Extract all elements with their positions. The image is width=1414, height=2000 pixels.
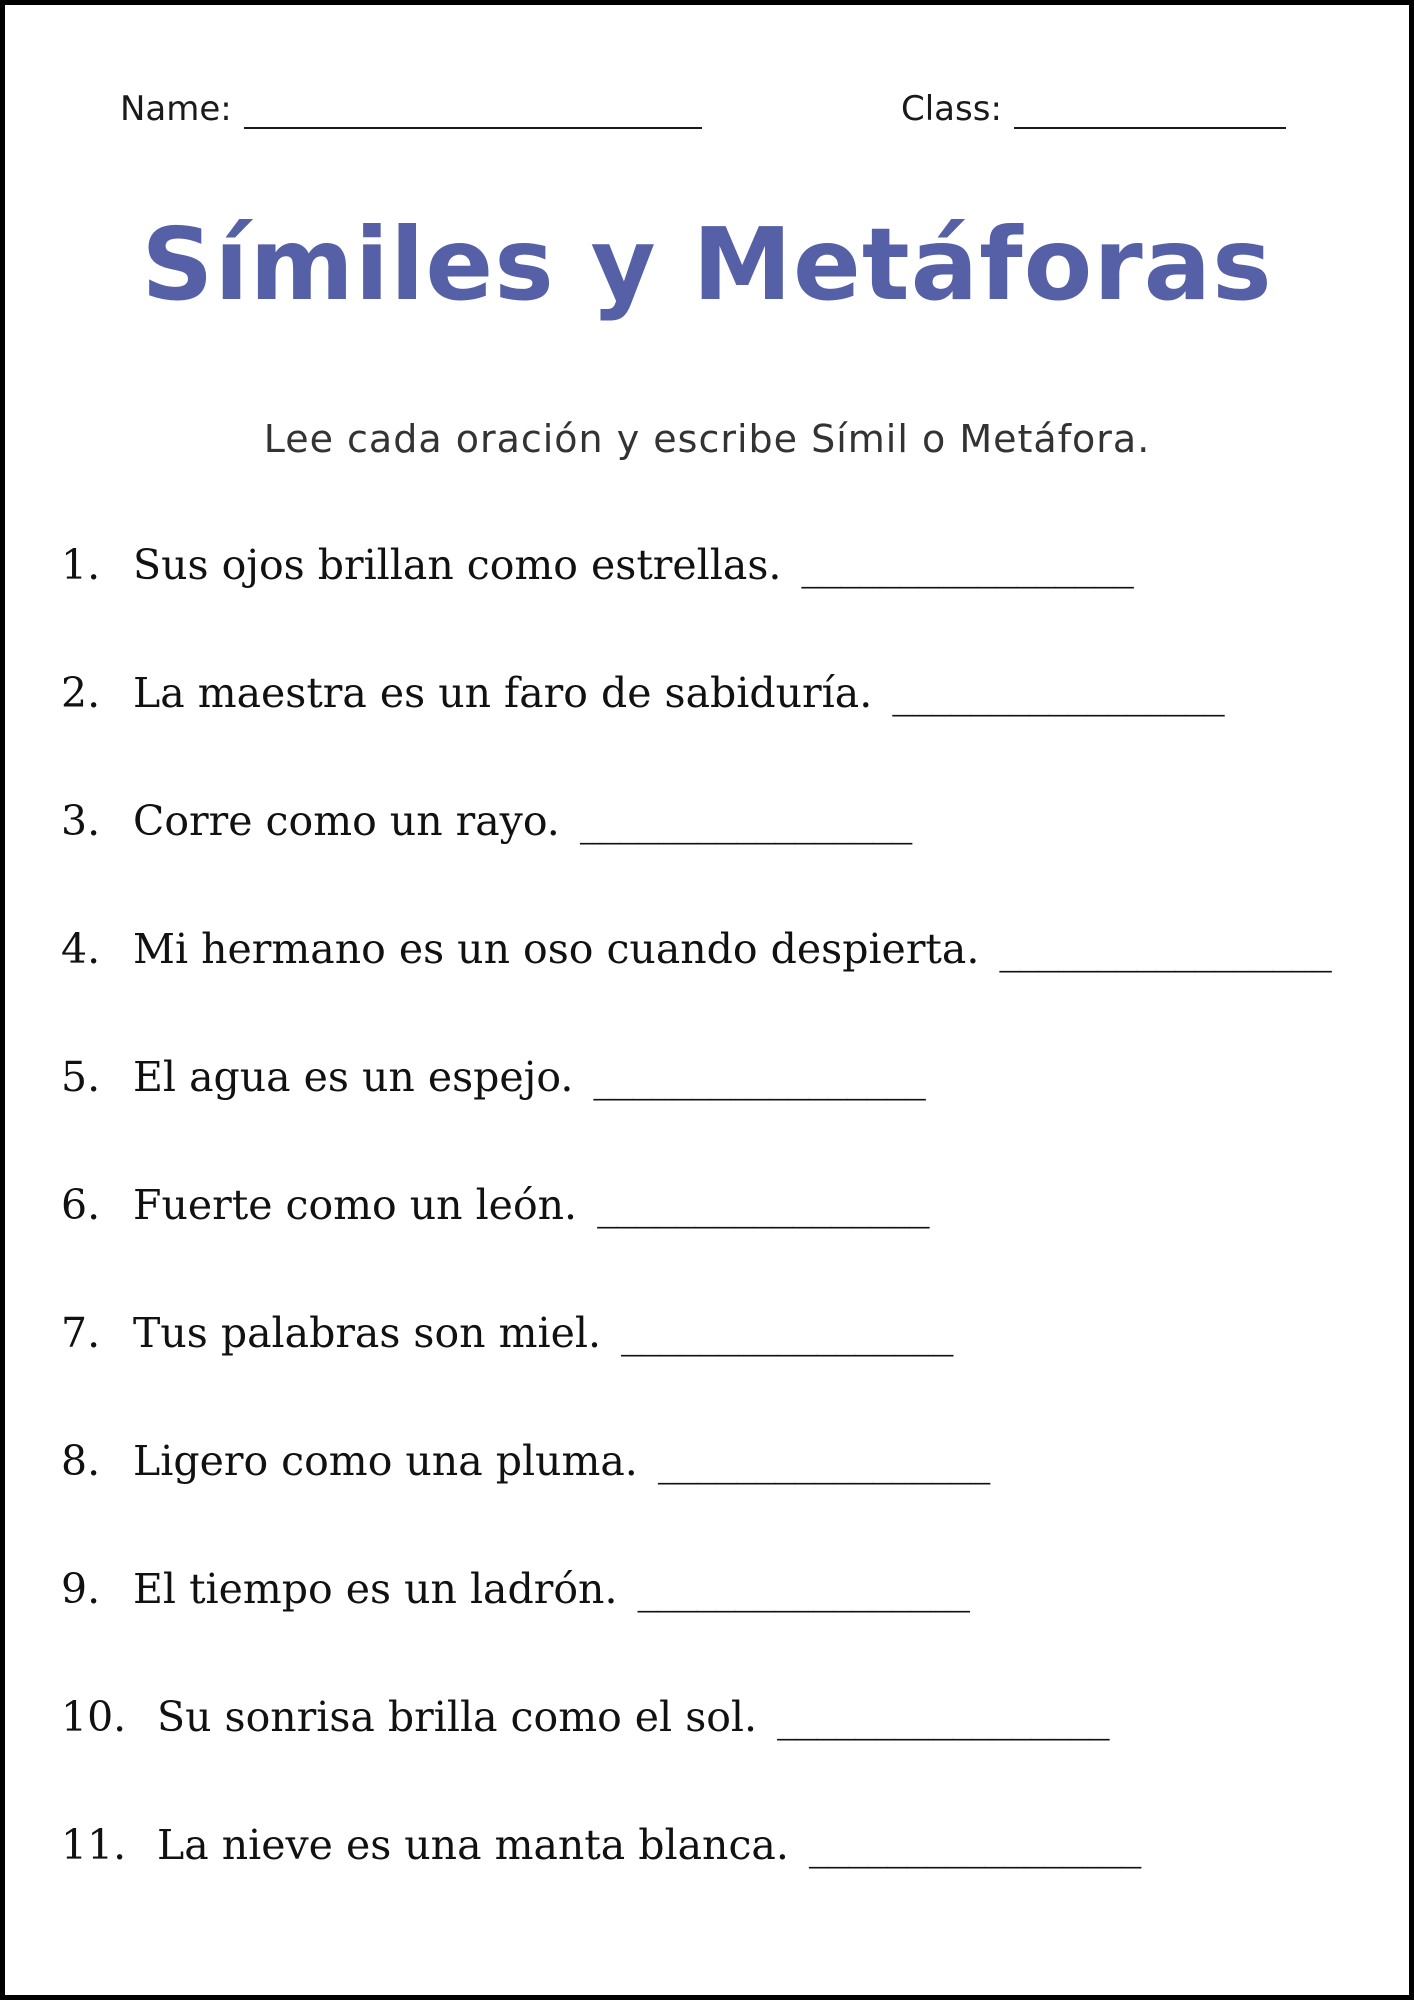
instructions: Lee cada oración y escribe Símil o Metáfora. xyxy=(263,417,1151,461)
name-label: Name: xyxy=(120,89,232,129)
question-item xyxy=(61,1565,1331,1693)
question-text: Corre como un rayo. xyxy=(133,797,560,845)
answer-blank[interactable]: _________________ xyxy=(892,669,1224,717)
question-text: Fuerte como un león. xyxy=(133,1181,578,1229)
question-number: 7. xyxy=(61,1309,101,1357)
class-label: Class: xyxy=(901,89,1002,129)
question-text: Sus ojos brillan como estrellas. xyxy=(133,541,782,589)
class-blank-line[interactable] xyxy=(1014,89,1286,129)
question-item xyxy=(61,1181,1331,1309)
question-number: 8. xyxy=(61,1437,101,1485)
answer-blank[interactable]: _________________ xyxy=(801,541,1133,589)
question-text: Su sonrisa brilla como el sol. xyxy=(157,1693,758,1741)
question-text: La nieve es una manta blanca. xyxy=(157,1821,789,1869)
class-field xyxy=(901,89,1286,129)
question-text: La maestra es un faro de sabiduría. xyxy=(133,669,873,717)
name-blank-line[interactable] xyxy=(244,89,702,129)
question-number: 9. xyxy=(61,1565,101,1613)
question-text: Ligero como una pluma. xyxy=(133,1437,638,1485)
question-item xyxy=(61,1437,1331,1565)
answer-blank[interactable]: _________________ xyxy=(593,1053,925,1101)
question-text: El agua es un espejo. xyxy=(133,1053,574,1101)
question-item xyxy=(61,1309,1331,1437)
question-text: Tus palabras son miel. xyxy=(133,1309,601,1357)
question-number: 6. xyxy=(61,1181,101,1229)
name-field xyxy=(120,89,702,129)
question-item xyxy=(61,797,1331,925)
question-item xyxy=(61,1693,1331,1821)
answer-blank[interactable]: _________________ xyxy=(999,925,1331,973)
question-item xyxy=(61,1821,1331,1949)
question-number: 2. xyxy=(61,669,101,717)
question-list xyxy=(61,541,1331,1949)
answer-blank[interactable]: _________________ xyxy=(621,1309,953,1357)
question-number: 11. xyxy=(61,1821,127,1869)
header-row xyxy=(5,89,1409,139)
question-number: 10. xyxy=(61,1693,127,1741)
question-text: Mi hermano es un oso cuando despierta. xyxy=(133,925,980,973)
answer-blank[interactable]: _________________ xyxy=(777,1693,1109,1741)
question-item xyxy=(61,541,1331,669)
question-item xyxy=(61,669,1331,797)
question-item xyxy=(61,925,1331,1053)
answer-blank[interactable]: _________________ xyxy=(657,1437,990,1485)
answer-blank[interactable]: _________________ xyxy=(637,1565,969,1613)
question-number: 5. xyxy=(61,1053,101,1101)
answer-blank[interactable]: _________________ xyxy=(597,1181,929,1229)
answer-blank[interactable]: _________________ xyxy=(808,1821,1141,1869)
question-number: 1. xyxy=(61,541,101,589)
question-text: El tiempo es un ladrón. xyxy=(133,1565,618,1613)
worksheet-title: Símiles y Metáforas xyxy=(141,206,1273,323)
question-number: 4. xyxy=(61,925,101,973)
question-number: 3. xyxy=(61,797,101,845)
question-item xyxy=(61,1053,1331,1181)
answer-blank[interactable]: _________________ xyxy=(579,797,912,845)
